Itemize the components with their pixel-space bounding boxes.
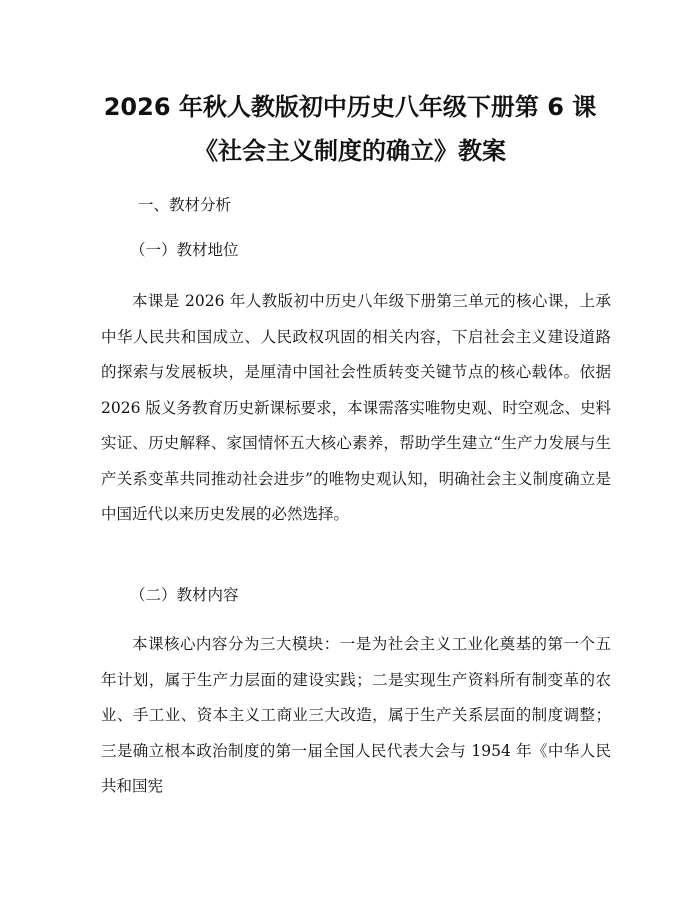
paragraph-textbook-content: 本课核心内容分为三大模块：一是为社会主义工业化奠基的第一个五年计划，属于生产力层面的建设实践；二是实现生产资料所有制变革的农业、手工业、资本主义工商业三大改造，属于生产关系层面的制度调整；三是确立根本政治制度的第一届全国人民代表大会与 1954 年《中华人民共和国宪: [101, 635, 611, 795]
subsection-heading-textbook-content: （二）教材内容: [130, 586, 239, 604]
document-title-line-2: 《社会主义制度的确立》教案: [194, 137, 506, 165]
document-title-line-1: 2026 年秋人教版初中历史八年级下册第 6 课: [103, 93, 597, 121]
subsection-heading-textbook-position: （一）教材地位: [130, 241, 239, 259]
section-heading-textbook-analysis: 一、教材分析: [138, 196, 232, 214]
paragraph-textbook-position: 本课是 2026 年人教版初中历史八年级下册第三单元的核心课，上承中华人民共和国成立、人民政权巩固的相关内容，下启社会主义建设道路的探索与发展板块，是厘清中国社会性质转变关键节点的核心载体。依据 2026 版义务教育历史新课标要求，本课需落实唯物史观、时空观念、史料实证、历史解释、家国情怀五大核心素养，帮助学生建立“生产力发展与生产关系变革共同推动社会进步”的唯物史观认知，明确社会主义制度确立是中国近代以来历史发展的必然选择。: [101, 292, 611, 523]
